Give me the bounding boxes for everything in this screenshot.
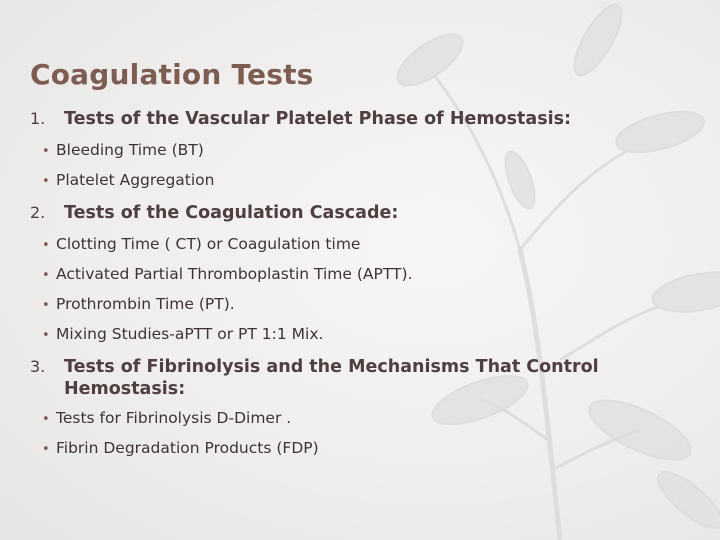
bullet-dot-icon: •	[42, 268, 50, 283]
section-title: Tests of Fibrinolysis and the Mechanisms That Control Hemostasis:	[64, 357, 599, 399]
section-heading	[30, 356, 680, 400]
section-number: 2.	[30, 203, 46, 222]
bullet-dot-icon: •	[42, 298, 50, 313]
bullet-list	[30, 404, 680, 464]
list-item-text: Prothrombin Time (PT).	[56, 295, 235, 313]
list-item	[30, 320, 680, 350]
bullet-dot-icon: •	[42, 144, 50, 159]
list-item	[30, 230, 680, 260]
section-vascular-platelet	[30, 108, 680, 196]
section-title: Tests of the Vascular Platelet Phase of Hemostasis:	[64, 109, 572, 129]
list-item	[30, 260, 680, 290]
list-item-text: Fibrin Degradation Products (FDP)	[56, 439, 319, 457]
section-number: 1.	[30, 109, 46, 128]
section-heading	[30, 108, 680, 130]
list-item-text: Platelet Aggregation	[56, 171, 215, 189]
list-item	[30, 290, 680, 320]
list-item	[30, 434, 680, 464]
list-item-text: Mixing Studies-aPTT or PT 1:1 Mix.	[56, 325, 324, 343]
list-item	[30, 404, 680, 434]
section-fibrinolysis	[30, 356, 680, 464]
slide-content	[30, 108, 680, 464]
bullet-dot-icon: •	[42, 174, 50, 189]
list-item-text: Bleeding Time (BT)	[56, 141, 204, 159]
list-item	[30, 166, 680, 196]
bullet-dot-icon: •	[42, 238, 50, 253]
section-title: Tests of the Coagulation Cascade:	[64, 203, 399, 223]
bullet-dot-icon: •	[42, 412, 50, 427]
section-coagulation-cascade	[30, 202, 680, 350]
list-item-text: Activated Partial Thromboplastin Time (APTT).	[56, 265, 413, 283]
section-heading	[30, 202, 680, 224]
bullet-dot-icon: •	[42, 328, 50, 343]
page-title: Coagulation Tests	[30, 58, 314, 91]
section-number: 3.	[30, 357, 46, 376]
bullet-dot-icon: •	[42, 442, 50, 457]
list-item	[30, 136, 680, 166]
bullet-list	[30, 136, 680, 196]
list-item-text: Tests for Fibrinolysis D-Dimer .	[56, 409, 292, 427]
bullet-list	[30, 230, 680, 350]
list-item-text: Clotting Time ( CT) or Coagulation time	[56, 235, 361, 253]
